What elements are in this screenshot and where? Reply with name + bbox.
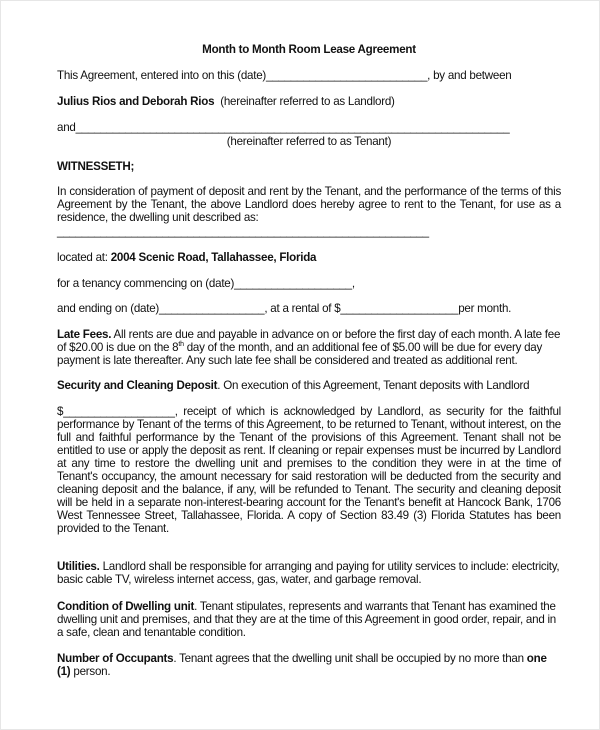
occupants-count: one (1)	[57, 652, 547, 678]
condition-paragraph	[57, 600, 561, 639]
witnesseth-heading	[57, 160, 561, 173]
condition-heading: Condition of Dwelling unit	[57, 600, 195, 613]
security-text: . On execution of this Agreement, Tenant deposits with Landlord	[217, 379, 530, 392]
landlord-names: Julius Rios and Deborah Rios	[57, 95, 215, 108]
landlord-line	[57, 95, 561, 108]
occupants-paragraph	[57, 652, 561, 678]
intro-line: This Agreement, entered into on this (date)__________________________, by and between	[57, 69, 512, 82]
late-fees-heading: Late Fees.	[57, 328, 112, 341]
late-fees-paragraph	[57, 328, 561, 367]
unit-description-blank: ____________________________________________________________	[57, 225, 429, 238]
occupants-text-2: person.	[70, 665, 111, 678]
located-prefix: located at:	[57, 251, 111, 264]
security-heading-line	[57, 379, 561, 392]
utilities-paragraph	[57, 560, 561, 586]
condition-text: . Tenant stipulates, represents and warrants that Tenant has examined the dwelling unit and premises, and that they are at the time of this Agreement in good order, repair, and in a safe, clean and tenantable condition.	[57, 600, 557, 639]
tenant-label: (hereinafter referred to as Tenant)	[226, 135, 392, 148]
late-fees-text: All rents are due and payable in advance on or before the first day of each month. A late fee of $20.00 is due on the 8	[57, 328, 561, 354]
occupants-text: . Tenant agrees that the dwelling unit shall be occupied by no more than	[173, 652, 527, 665]
utilities-text: Landlord shall be responsible for arranging and paying for utility services to include: electricity, basic cable TV, wireless internet access, gas, water, and garbage removal.	[57, 560, 560, 586]
security-heading: Security and Cleaning Deposit	[57, 379, 218, 392]
ending-line: and ending on (date)_________________, at a rental of $___________________per month.	[57, 302, 512, 315]
consideration-paragraph: In consideration of payment of deposit and rent by the Tenant, and the performance of the terms of this Agreement by the Tenant, the above Landlord does hereby agree to rent to the Tenant, for use as a residence, the dwelling unit described as:	[57, 185, 561, 224]
tenant-blank-line: and______________________________________________________________________	[57, 121, 510, 134]
located-address: 2004 Scenic Road, Tallahassee, Florida	[110, 251, 317, 264]
landlord-suffix: (hereinafter referred to as Landlord)	[220, 95, 395, 108]
late-fees-sup: th	[178, 341, 184, 349]
title-text: Month to Month Room Lease Agreement	[202, 43, 416, 56]
occupants-heading: Number of Occupants	[57, 652, 174, 665]
located-line	[57, 251, 561, 264]
utilities-heading: Utilities.	[57, 560, 100, 573]
witnesseth-text: WITNESSETH;	[57, 160, 135, 173]
security-paragraph: $__________________, receipt of which is acknowledged by Landlord, as security for the faithful performance by Tenant of the terms of this Agreement, to be returned to Tenant, without interest, on the full and faithful performance by the Tenant of the provisions of this Agreement. Tenant shall not be entitled to use or apply the deposit as rent. If cleaning or repair expenses must be incurred by Landlord at any time to restore the dwelling unit and premises to the condition they were in at the time of Tenant's occupancy, the amount necessary for said restoration will be deducted from the security and cleaning deposit and the balance, if any, will be refunded to Tenant. The security and cleaning deposit will be held in a separate non-interest-bearing account for the Tenant's benefit at Hancock Bank, 1706 West Tennessee Street, Tallahassee, Florida. A copy of Section 83.49 (3) Florida Statutes has been provided to the Tenant.	[57, 405, 561, 535]
late-fees-text-2: day of the month, and an additional fee of $5.00 will be due for every day payment is late thereafter. Any such late fee shall be considered and treated as additional rent.	[57, 341, 543, 367]
commencing-line: for a tenancy commencing on (date)___________________,	[57, 277, 355, 290]
document-title	[57, 43, 561, 56]
